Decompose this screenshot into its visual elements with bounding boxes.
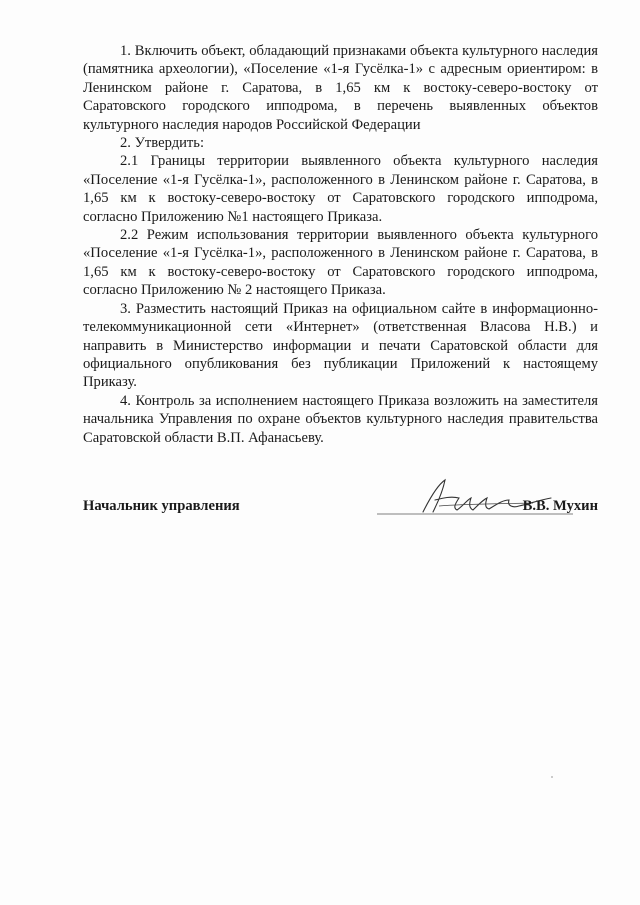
signature-block [83, 494, 598, 524]
order-body [83, 42, 598, 447]
paragraph-4: 4. Контроль за исполнением настоящего Приказа возложить на заместителя начальника Управления по охране объектов культурного наследия правительства Саратовской области В.П. Афанасьеву. [83, 392, 598, 446]
paragraph-2-1: 2.1 Границы территории выявленного объекта культурного наследия «Поселение «1-я Гусёлка-1», расположенного в Ленинском районе г. Саратова, в 1,65 км к востоку-северо-востоку от Саратовского городского ипподрома, согласно Приложению №1 настоящего Приказа. [83, 153, 598, 225]
signer-title: Начальник управления [83, 498, 240, 514]
paragraph-2: 2. Утвердить: [120, 135, 205, 152]
scan-speck [551, 776, 553, 778]
paragraph-3: 3. Разместить настоящий Приказ на официальном сайте в информационно-телекоммуникационной сети «Интернет» (ответственная Власова Н.В.) и направить в Министерство информации и печати Саратовской области для официального опубликования без публикации Приложений к настоящему Приказу. [83, 300, 598, 391]
paragraph-2-2: 2.2 Режим использования территории выявленного объекта культурного «Поселение «1-я Гусёлка-1», расположенного в Ленинском районе г. Саратова, в 1,65 км к востоку-северо-востоку от Саратовского городского ипподрома, согласно Приложению № 2 настоящего Приказа. [83, 227, 598, 299]
paragraph-1: 1. Включить объект, обладающий признаками объекта культурного наследия (памятника археологии), «Поселение «1-я Гусёлка-1» с адресным ориентиром: в Ленинском районе г. Саратова, в 1,65 км к востоку-северо-востоку от Саратовского городского ипподрома, в перечень выявленных объектов культурного наследия народов Российской Федерации [83, 43, 598, 133]
signer-name: В.В. Мухин [522, 498, 598, 514]
